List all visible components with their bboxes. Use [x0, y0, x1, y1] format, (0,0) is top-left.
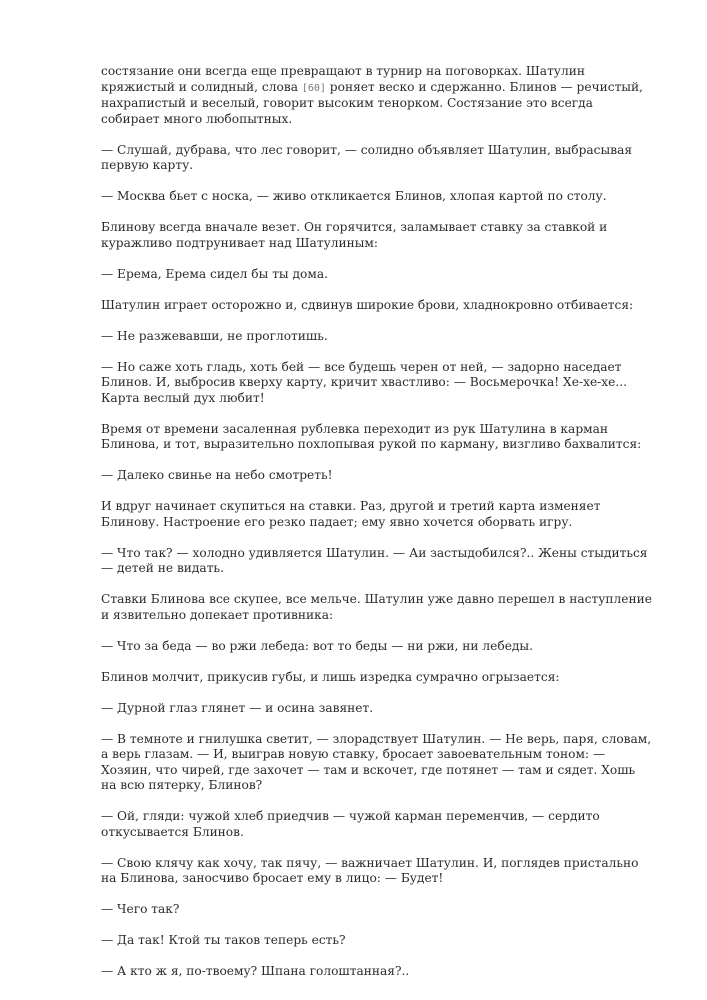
paragraph-5: — Ерема, Ерема сидел бы ты дома. — [101, 266, 328, 281]
paragraph-17: — В темноте и гнилушка светит, — злорадствует Шатулин. — Не верь, паря, словам, а верь глазам. — И, выиграв новую ставку, бросает завоевательным тоном: — Хозяин, что чирей, где захочет — там и вскочет, где потянет — там и сядет. Хошь на всю пятерку, Блинов? — [101, 731, 652, 792]
page-number-marker: [60] — [301, 82, 326, 94]
document-page — [101, 64, 654, 995]
paragraph-1-text-after: роняет веско и сдержанно. Блинов — речистый, нахрапистый и веселый, говорит высоким тенорком. Состязание это всегда собирает много любопытных. — [101, 79, 644, 126]
paragraph-22: — А кто ж я, по-твоему? Шпана голоштанная?.. — [101, 964, 410, 978]
paragraph-8: — Но саже хоть гладь, хоть бей — все будешь черен от ней, — задорно наседает Блинов. И, выбросив кверху карту, кричит хвастливо: — Восьмерочка! Хе-хе-хе... Карта веслый дух любит! — [101, 359, 627, 405]
paragraph-1-text-before: состязание они всегда еще превращают в турнир на поговорках. Шатулин кряжистый и солидный, слова — [101, 64, 585, 94]
paragraph-12: — Что так? — холодно удивляется Шатулин. — Аи застыдобился?.. Жены стыдиться — детей не видать. — [101, 545, 648, 575]
paragraph-13: Ставки Блинова все скупее, все мельче. Шатулин уже давно перешел в наступление и язвительно допекает противника: — [101, 592, 652, 622]
paragraph-10: — Далеко свинье на небо смотреть! — [101, 468, 333, 482]
paragraph-20: — Чего так? — [101, 902, 180, 916]
paragraph-21: — Да так! Ктой ты таков теперь есть? — [101, 933, 346, 947]
paragraph-15: Блинов молчит, прикусив губы, и лишь изредка сумрачно огрызается: — [101, 669, 560, 684]
paragraph-1 — [101, 64, 654, 127]
paragraph-16: — Дурной глаз глянет — и осина завянет. — [101, 700, 374, 715]
paragraph-18: — Ой, гляди: чужой хлеб приедчив — чужой карман переменчив, — сердито откусывается Блинов. — [101, 809, 600, 839]
paragraph-19: — Свою клячу как хочу, так пячу, — важничает Шатулин. И, поглядев пристально на Блинова, заносчиво бросает ему в лицо: — Будет! — [101, 855, 639, 885]
paragraph-7: — Не разжевавши, не проглотишь. — [101, 328, 328, 343]
paragraph-11: И вдруг начинает скупиться на ставки. Раз, другой и третий карта изменяет Блинову. Настроение его резко падает; ему явно хочется оборвать игру. — [101, 499, 601, 529]
paragraph-6: Шатулин играет осторожно и, сдвинув широкие брови, хладнокровно отбивается: — [101, 297, 634, 312]
paragraph-2: — Слушай, дубрава, что лес говорит, — солидно объявляет Шатулин, выбрасывая первую карту. — [101, 142, 633, 172]
paragraph-14: — Что за беда — во ржи лебеда: вот то беды — ни ржи, ни лебеды. — [101, 638, 533, 653]
paragraph-9: Время от времени засаленная рублевка переходит из рук Шатулина в карман Блинова, и тот, выразительно похлопывая рукой по карману, визгливо бахвалится: — [101, 421, 642, 451]
paragraph-3: — Москва бьет с носка, — живо откликается Блинов, хлопая картой по столу. — [101, 189, 607, 203]
paragraph-4: Блинову всегда вначале везет. Он горячится, заламывает ставку за ставкой и куражливо подтрунивает над Шатулиным: — [101, 220, 608, 250]
